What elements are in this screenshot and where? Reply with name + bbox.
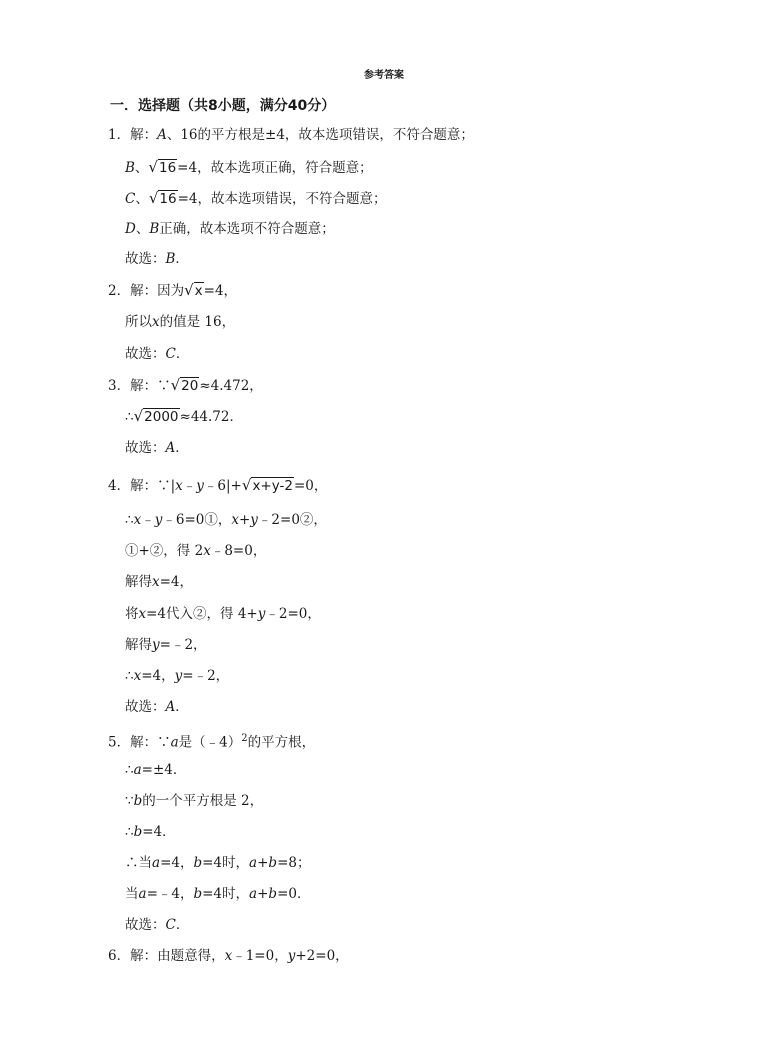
sqrt-symbol: √16 — [148, 158, 177, 176]
q1-line-3: C、√16=4，故本选项错误，不符合题意； — [125, 189, 387, 207]
sqrt-symbol: √20 — [170, 376, 199, 394]
q4-line-5: 将x=4代入②，得 4+y﹣2=0， — [125, 606, 321, 622]
q5-line-4: ∴b=4． — [125, 824, 176, 840]
q4-line-7: ∴x=4，y=﹣2， — [125, 668, 230, 684]
q1-line-5: 故选：B． — [125, 251, 189, 267]
q4-line-4: 解得x=4， — [125, 574, 194, 590]
q3-line-1: 3．解：∵√20≈4.472， — [108, 376, 263, 394]
q2-line-2: 所以x的值是 16， — [125, 314, 236, 330]
q4-line-6: 解得y=﹣2， — [125, 637, 207, 653]
sqrt-symbol: √2000 — [133, 407, 179, 425]
q3-line-2: ∴√2000≈44.72． — [125, 407, 243, 425]
sqrt-symbol: √x — [184, 281, 203, 299]
section-heading: 一．选择题（共8小题，满分40分） — [110, 98, 336, 114]
q5-line-1: 5．解：∵a是（﹣4）$^2$的平方根， — [108, 733, 316, 751]
sqrt-symbol: √16 — [148, 189, 177, 207]
sqrt-symbol: √x+y-2 — [241, 476, 293, 494]
q3-line-3: 故选：A． — [125, 440, 189, 456]
page-title: 参考答案 — [364, 70, 404, 81]
q5-line-7: 故选：C． — [125, 917, 190, 933]
q4-line-2: ∴x﹣y﹣6=0①，x+y﹣2=0②， — [125, 512, 327, 528]
q2-line-3: 故选：C． — [125, 346, 190, 362]
q5-line-6: 当a=﹣4，b=4时，a+b=0． — [125, 886, 311, 902]
q6-line-1: 6．解：由题意得，x﹣1=0，y+2=0， — [108, 948, 349, 964]
q4-line-3: ①+②，得 2x﹣8=0， — [125, 543, 267, 559]
q4-line-8: 故选：A． — [125, 699, 189, 715]
q2-line-1: 2．解：因为√x=4， — [108, 281, 238, 299]
q5-line-5: ∴当a=4，b=4时，a+b=8； — [125, 855, 311, 871]
q1-line-1: 1．解：A、16的平方根是±4，故本选项错误，不符合题意； — [108, 127, 474, 143]
q5-line-3: ∵b的一个平方根是 2， — [125, 793, 264, 809]
q1-line-4: D、B正确，故本选项不符合题意； — [125, 221, 335, 237]
q1-line-2: B、√16=4，故本选项正确，符合题意； — [125, 158, 373, 176]
q4-line-1: 4．解：∵|x﹣y﹣6|+√x+y-2=0， — [108, 476, 328, 494]
q5-line-2: ∴a=±4． — [125, 762, 187, 778]
